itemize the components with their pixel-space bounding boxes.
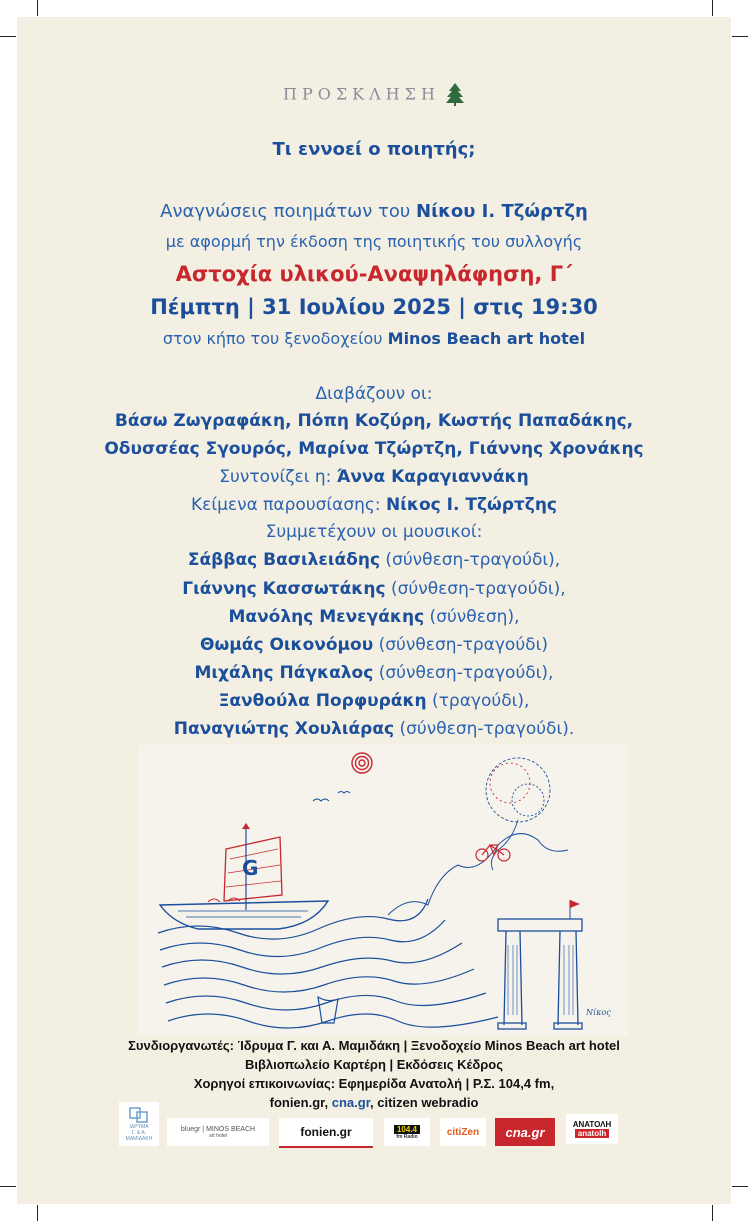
musician-role: (τραγούδι),	[426, 691, 530, 711]
cna-logo-text: cna.gr	[505, 1124, 545, 1140]
crop-mark	[732, 1186, 748, 1187]
moderator-line	[0, 464, 748, 490]
book-title: Αστοχία υλικού-Αναψηλάφηση, Γ΄	[175, 262, 573, 286]
crop-mark	[0, 36, 16, 37]
crop-mark	[0, 1186, 16, 1187]
mamidakis-text-3: ΜΑΜΙΔΑΚΗ	[125, 1136, 153, 1142]
readers-label: Διαβάζουν οι:	[315, 384, 433, 404]
musician-name: Σάββας Βασιλειάδης	[187, 550, 381, 570]
venue-prefix: στον κήπο του ξενοδοχείου	[162, 329, 388, 348]
crop-mark	[37, 1205, 38, 1221]
musician-role: (σύνθεση),	[424, 607, 520, 627]
poet-name: Νίκου Ι. Τζώρτζη	[416, 201, 588, 222]
fonien-text: fonien.gr	[300, 1125, 352, 1139]
bluegr-text: bluegr | MINOS BEACH	[180, 1125, 256, 1133]
anatoli-logo	[566, 1114, 618, 1144]
venue-name: Minos Beach art hotel	[387, 329, 586, 348]
invitation-header	[0, 82, 748, 106]
signature: Νίκος	[586, 1008, 611, 1017]
cna-link[interactable]: cna.gr	[331, 1095, 371, 1110]
musician-name: Γιάννης Κασσωτάκης	[182, 579, 386, 599]
presenter-name: Νίκος Ι. Τζώρτζης	[386, 495, 558, 515]
moderator-name: Άννα Καραγιαννάκη	[336, 467, 529, 487]
sponsors-block	[0, 1036, 748, 1112]
anatoli-top: ΑΝΑΤΟΛΗ	[572, 1120, 612, 1129]
crop-mark	[712, 0, 713, 16]
moderator-label: Συντονίζει η:	[219, 467, 337, 487]
illustration	[138, 745, 628, 1035]
readers-line-2: Οδυσσέας Σγουρός, Μαρίνα Τζώρτζη, Γιάννης Χρονάκης	[104, 439, 644, 459]
readings-prefix: Αναγνώσεις ποιημάτων του	[160, 201, 417, 222]
musician-role: (σύνθεση-τραγούδι),	[380, 550, 561, 570]
musician-row	[0, 688, 748, 714]
citizen-text: , citizen webradio	[370, 1095, 479, 1110]
crop-mark	[712, 1205, 713, 1221]
cna-logo	[495, 1118, 555, 1146]
fonien-link[interactable]: fonien.gr,	[269, 1095, 332, 1110]
musician-role: (σύνθεση-τραγούδι),	[373, 663, 554, 683]
fonien-logo	[279, 1118, 373, 1148]
mamidakis-text-2: Γ. & Α.	[131, 1130, 147, 1136]
anatoli-bottom: anatolh	[575, 1129, 609, 1138]
radio-freq: 104.4	[394, 1125, 420, 1134]
readings-line	[0, 199, 748, 225]
crop-mark	[732, 36, 748, 37]
musician-row	[0, 604, 748, 630]
event-date: Πέμπτη | 31 Ιουλίου 2025 | στις 19:30	[150, 295, 598, 319]
media-sponsors: Χορηγοί επικοινωνίας: Εφημερίδα Ανατολή | Ρ.Σ. 104,4 fm,	[193, 1076, 555, 1091]
musician-name: Παναγιώτης Χουλιάρας	[173, 719, 395, 739]
bluegr-logo	[167, 1118, 269, 1146]
occasion-line: με αφορμή την έκδοση της ποιητικής του συλλογής	[165, 232, 583, 251]
musician-name: Θωμάς Οικονόμου	[200, 635, 374, 655]
venue-line	[0, 326, 748, 352]
radio-logo	[384, 1118, 430, 1146]
tree-icon	[445, 82, 465, 106]
musician-role: (σύνθεση-τραγούδι)	[373, 635, 548, 655]
musician-row	[0, 547, 748, 573]
musician-row	[0, 632, 748, 658]
mamidakis-logo	[119, 1102, 159, 1146]
media-sponsors-2	[0, 1093, 748, 1112]
mamidakis-mark-icon	[128, 1106, 150, 1124]
co-organizers-2: Βιβλιοπωλείο Καρτέρη | Εκδόσεις Κέδρος	[244, 1057, 503, 1072]
citizen-logo-text: citiZen	[446, 1126, 480, 1138]
presenter-label: Κείμενα παρουσίασης:	[190, 495, 387, 515]
musician-name: Μανόλης Μενεγάκης	[228, 607, 425, 627]
readers-line-1: Βάσω Ζωγραφάκη, Πόπη Κοζύρη, Κωστής Παπαδάκης,	[114, 411, 634, 431]
co-organizers: Συνδιοργανωτές: Ίδρυμα Γ. και Α. Μαμιδάκη | Ξενοδοχείο Minos Beach art hotel	[128, 1038, 620, 1053]
bluegr-sub: art hotel	[208, 1132, 228, 1139]
event-title: Τι εννοεί ο ποιητής;	[272, 139, 476, 160]
musician-name: Ξανθούλα Πορφυράκη	[218, 691, 427, 711]
musicians-label: Συμμετέχουν οι μουσικοί:	[265, 522, 483, 542]
musician-row	[0, 660, 748, 686]
musician-row	[0, 576, 748, 602]
musician-row	[0, 716, 748, 742]
invitation-label: ΠΡΟΣΚΛΗΣΗ	[283, 84, 440, 104]
mamidakis-text-1: ΙΔΡΥΜΑ	[129, 1124, 149, 1130]
crop-mark	[37, 0, 38, 16]
radio-text: fm Radio	[396, 1133, 418, 1140]
musician-role: (σύνθεση-τραγούδι).	[394, 719, 575, 739]
citizen-logo	[440, 1118, 486, 1146]
musician-role: (σύνθεση-τραγούδι),	[385, 579, 566, 599]
presenter-line	[0, 492, 748, 518]
musician-name: Μιχάλης Πάγκαλος	[194, 663, 374, 683]
sail-letter: G	[242, 856, 259, 880]
